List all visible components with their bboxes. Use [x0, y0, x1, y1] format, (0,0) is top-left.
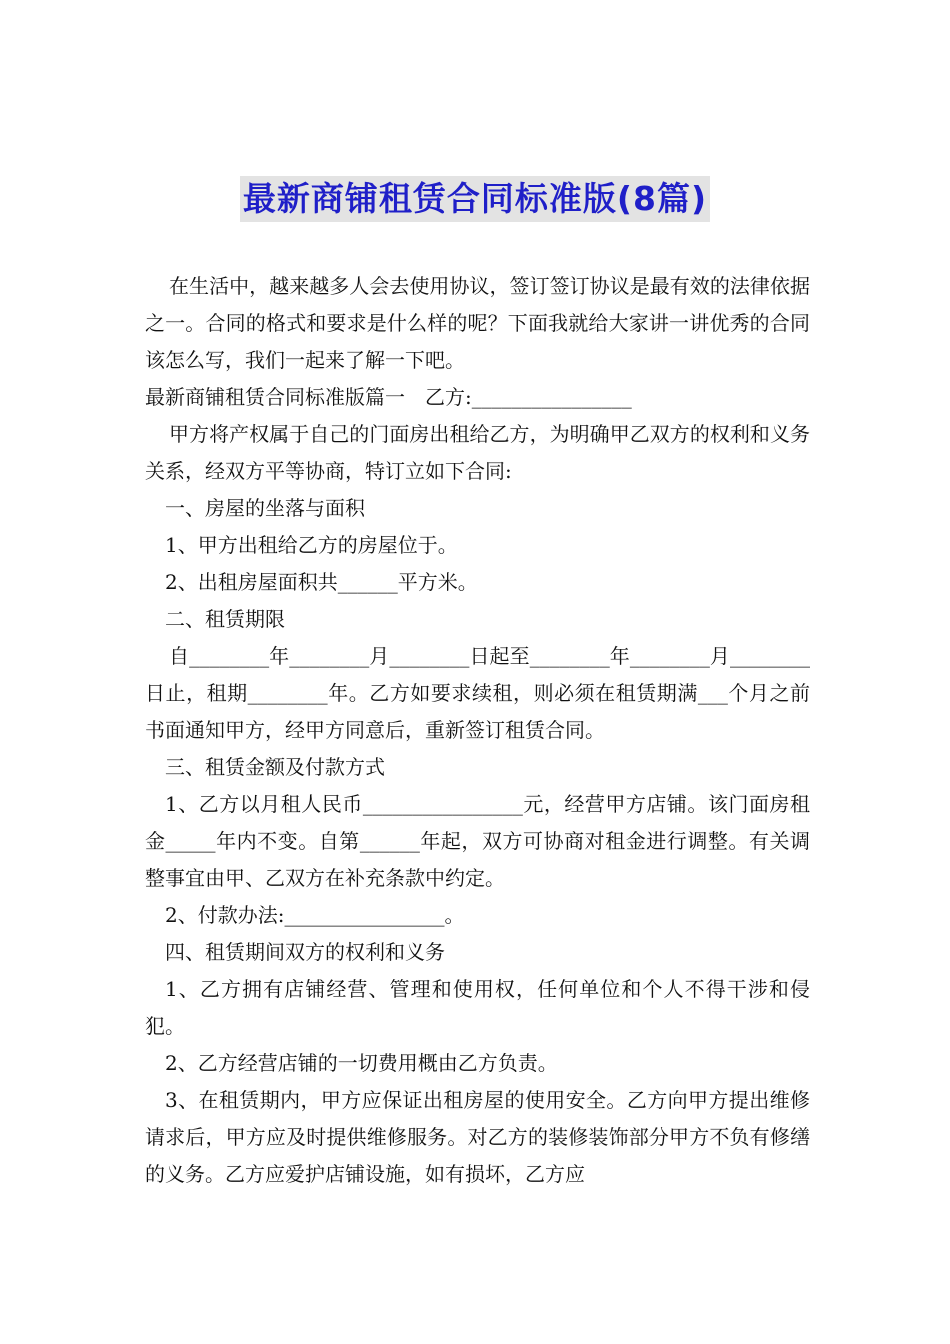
clause-rights-3: 3、在租赁期内，甲方应保证出租房屋的使用安全。乙方向甲方提出维修请求后，甲方应及时提供维修服务。对乙方的装修装饰部分甲方不负有修缮的义务。乙方应爱护店铺设施，如有损坏，乙方应	[145, 1088, 810, 1186]
clause-rent-payment: 2、付款办法:________________。	[165, 903, 465, 927]
preamble-paragraph: 甲方将产权属于自己的门面房出租给乙方，为明确甲乙双方的权利和义务关系，经双方平等协商，特订立如下合同:	[145, 422, 810, 483]
clause-location-address: 1、甲方出租给乙方的房屋位于。	[165, 533, 458, 557]
title-container	[0, 176, 950, 222]
clause-rights-1: 1、乙方拥有店铺经营、管理和使用权，任何单位和个人不得干涉和侵犯。	[145, 977, 810, 1038]
document-title: 最新商铺租赁合同标准版(8篇)	[240, 176, 710, 222]
clause-heading-rights: 四、租赁期间双方的权利和义务	[165, 940, 445, 964]
clause-heading-rent: 三、租赁金额及付款方式	[165, 755, 385, 779]
document-body	[145, 268, 810, 1193]
clause-term-body: 自________年________月________日起至________年________月________日止，租期________年。乙方如要求续租，则必须在租赁期满___个月之前书面通知甲方，经甲方同意后，重新签订租赁合同。	[145, 644, 810, 742]
intro-paragraph: 在生活中，越来越多人会去使用协议，签订签订协议是最有效的法律依据之一。合同的格式和要求是什么样的呢？下面我就给大家讲一讲优秀的合同该怎么写，我们一起来了解一下吧。	[145, 274, 810, 372]
clause-heading-term: 二、租赁期限	[165, 607, 285, 631]
section-heading: 最新商铺租赁合同标准版篇一 乙方:________________	[145, 385, 632, 409]
clause-location-area: 2、出租房屋面积共______平方米。	[165, 570, 478, 594]
clause-rights-2: 2、乙方经营店铺的一切费用概由乙方负责。	[165, 1051, 558, 1075]
clause-rent-amount: 1、乙方以月租人民币________________元，经营甲方店铺。该门面房租金_____年内不变。自第______年起，双方可协商对租金进行调整。有关调整事宜由甲、乙双方在补充条款中约定。	[145, 792, 810, 890]
clause-heading-location: 一、房屋的坐落与面积	[165, 496, 365, 520]
